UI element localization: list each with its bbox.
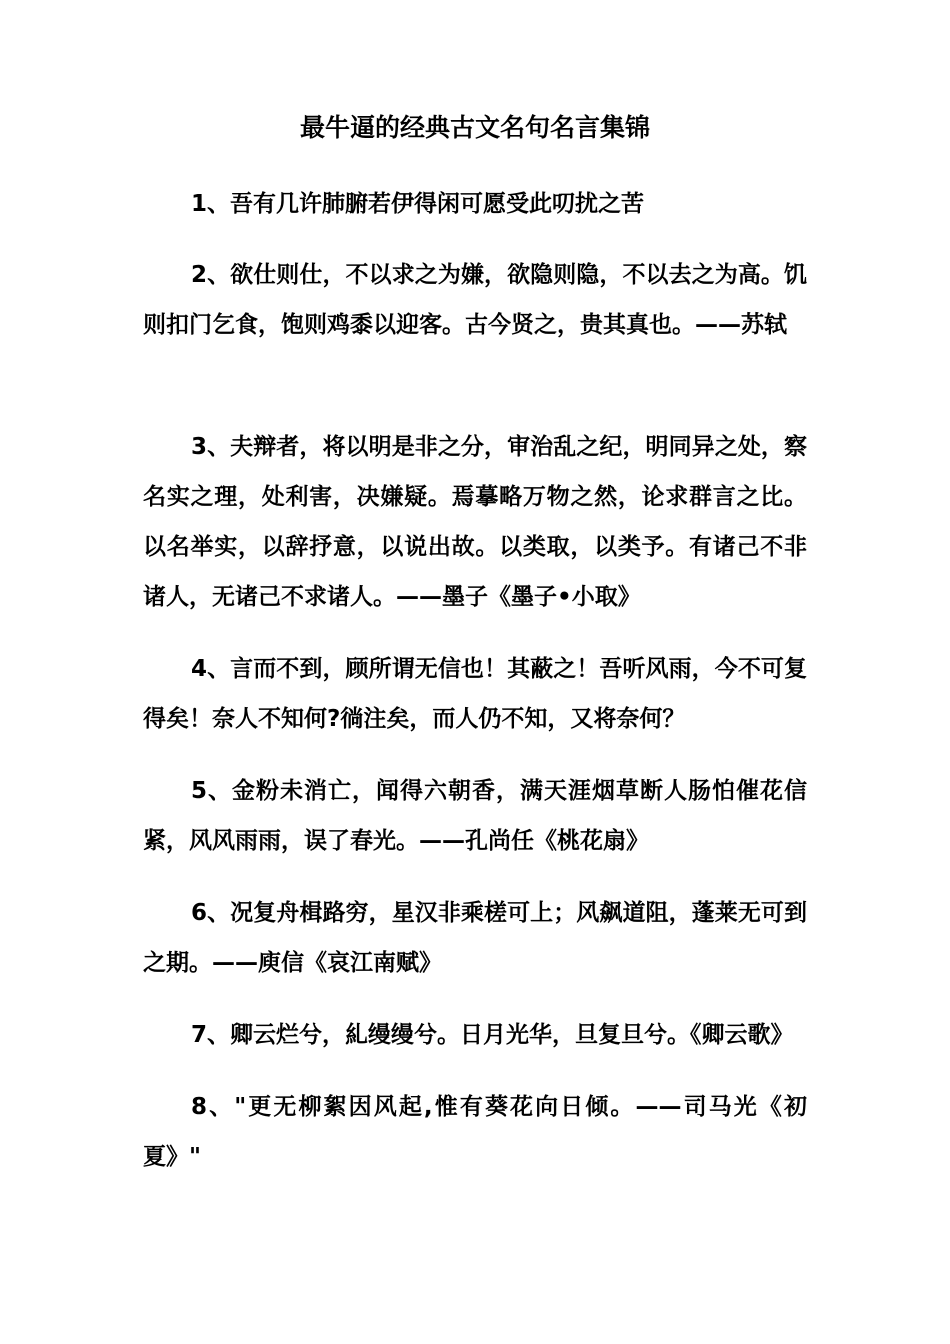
quote-paragraph-1: 1、吾有几许肺腑若伊得闲可愿受此叨扰之苦	[191, 191, 645, 217]
quote-paragraph-6: 6、况复舟楫路穷，星汉非乘槎可上；风飙道阻，蓬莱无可到之期。——庾信《哀江南赋》	[143, 900, 807, 976]
document-title: 最牛逼的经典古文名句名言集锦	[299, 113, 650, 142]
quote-paragraph-7: 7、卿云烂兮，糺缦缦兮。日月光华，旦复旦兮。《卿云歌》	[191, 1022, 794, 1048]
quote-paragraph-2: 2、欲仕则仕，不以求之为嫌，欲隐则隐，不以去之为高。饥则扣门乞食，饱则鸡黍以迎客。古今贤之，贵其真也。——苏轼	[143, 262, 807, 338]
quote-paragraph-3: 3、夫辩者，将以明是非之分，审治乱之纪，明同异之处，察名实之理，处利害，决嫌疑。焉摹略万物之然，论求群言之比。以名举实，以辞抒意，以说出故。以类取，以类予。有诸己不非诸人，无诸己不求诸人。——墨子《墨子•小取》	[143, 434, 807, 610]
quote-paragraph-5: 5、金粉未消亡，闻得六朝香，满天涯烟草断人肠怕催花信紧，风风雨雨，误了春光。——孔尚任《桃花扇》	[143, 778, 807, 854]
quote-paragraph-8: 8、"更无柳絮因风起,惟有葵花向日倾。——司马光《初夏》"	[143, 1094, 807, 1170]
quote-paragraph-4: 4、言而不到，顾所谓无信也！其蔽之！吾听风雨，今不可复得矣！奈人不知何?徜注矣，而人仍不知，又将奈何？	[143, 656, 807, 732]
